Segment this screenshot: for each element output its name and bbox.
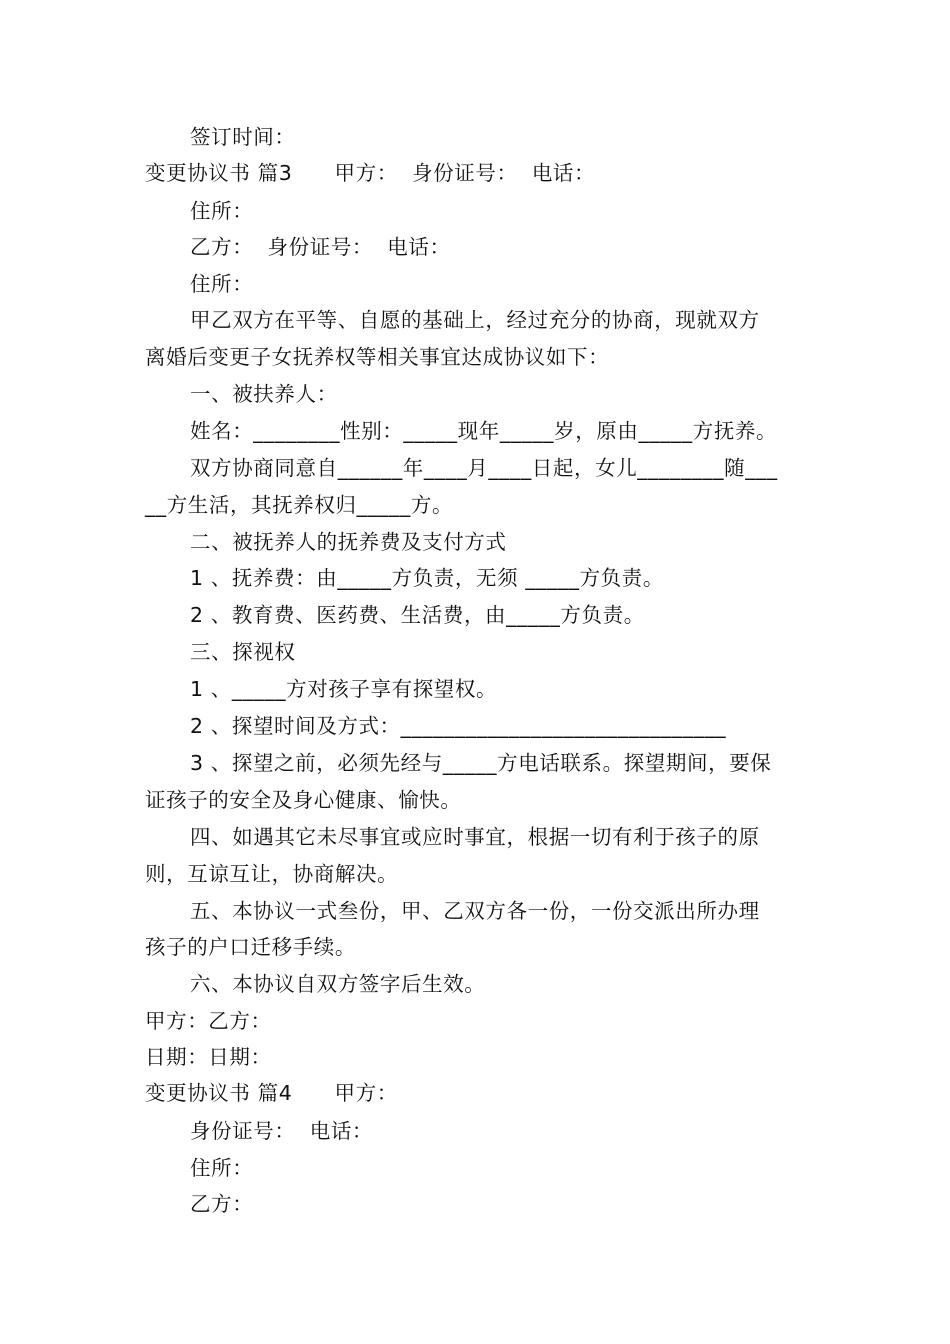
clause-1-heading: 一、被扶养人： — [190, 382, 338, 406]
party-b-address-line: 住所： — [190, 272, 254, 296]
dependent-info-line: 姓名：________性别：_____现年_____岁，原由_____方抚养。 — [190, 419, 778, 443]
signature-parties-line: 甲方：乙方： — [145, 1009, 272, 1033]
clause-4-line-1: 四、如遇其它未尽事宜或应时事宜，根据一切有利于孩子的原 — [190, 825, 760, 849]
signature-dates-line: 日期：日期： — [145, 1045, 272, 1069]
signing-time-line: 签订时间： — [190, 125, 296, 149]
intro-paragraph-line-1: 甲乙双方在平等、自愿的基础上，经过充分的协商，现就双方 — [190, 308, 760, 332]
clause-2-heading: 二、被抚养人的抚养费及支付方式 — [190, 530, 507, 554]
section-4-party-b-line: 乙方： — [190, 1192, 254, 1216]
clause-3-item-3-line-1: 3 、探望之前，必须先经与_____方电话联系。探望期间，要保 — [190, 751, 772, 775]
intro-paragraph-line-2: 离婚后变更子女抚养权等相关事宜达成协议如下： — [145, 345, 610, 369]
clause-4-line-2: 则，互谅互让，协商解决。 — [145, 862, 399, 886]
section-4-heading-line: 变更协议书 篇4 甲方： — [145, 1081, 398, 1105]
clause-6-line: 六、本协议自双方签字后生效。 — [190, 972, 486, 996]
clause-2-item-1: 1 、抚养费：由_____方负责，无须 _____方负责。 — [190, 566, 664, 590]
clause-3-heading: 三、探视权 — [190, 640, 296, 664]
clause-5-line-2: 孩子的户口迁移手续。 — [145, 935, 356, 959]
custody-agreement-line-1: 双方协商同意自______年____月____日起，女儿________随___ — [190, 456, 778, 480]
clause-3-item-1: 1 、_____方对孩子享有探望权。 — [190, 677, 498, 701]
custody-agreement-line-2: __方生活，其抚养权归_____方。 — [145, 493, 454, 517]
clause-5-line-1: 五、本协议一式叁份，甲、乙双方各一份，一份交派出所办理 — [190, 899, 760, 923]
section-3-heading-line: 变更协议书 篇3 甲方： 身份证号： 电话： — [145, 161, 596, 185]
clause-3-item-2: 2 、探望时间及方式：______________________________ — [190, 714, 727, 738]
party-a-address-line: 住所： — [190, 199, 254, 223]
section-4-id-phone-line: 身份证号： 电话： — [190, 1119, 374, 1143]
clause-3-item-3-line-2: 证孩子的安全及身心健康、愉快。 — [145, 788, 462, 812]
clause-2-item-2: 2 、教育费、医药费、生活费，由_____方负责。 — [190, 603, 645, 627]
party-b-line: 乙方： 身份证号： 电话： — [190, 235, 451, 259]
section-4-address-line: 住所： — [190, 1156, 254, 1180]
